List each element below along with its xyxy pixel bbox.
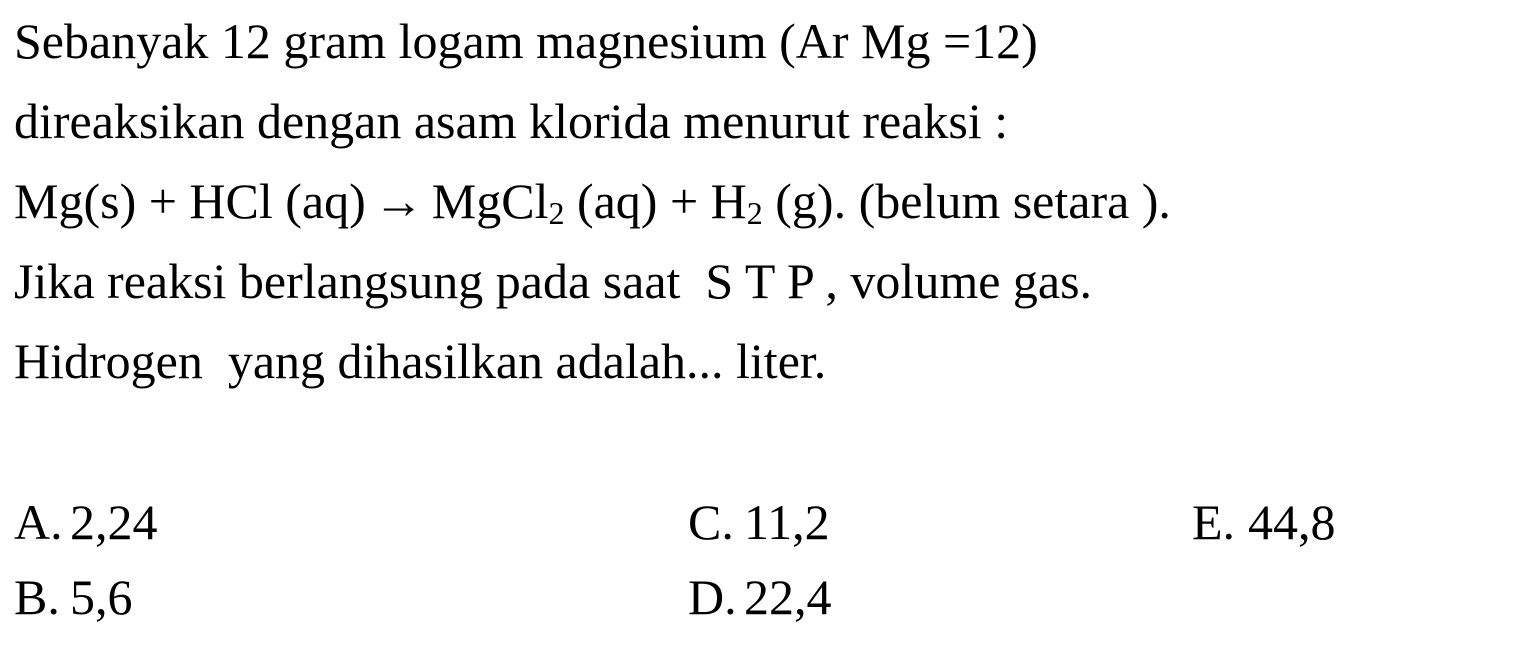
option-b[interactable] <box>14 569 133 625</box>
option-a[interactable] <box>14 494 158 550</box>
question-line-4: Jika reaksi berlangsung pada saat S T P , volume gas. <box>14 253 1093 309</box>
option-e[interactable] <box>1192 494 1336 550</box>
option-d-value: 22,4 <box>744 569 832 625</box>
option-d-letter: D. <box>688 569 737 625</box>
equation-subscript-h: 2 <box>746 195 763 231</box>
equation-tail: (g). (belum setara ). <box>762 173 1171 229</box>
option-c[interactable] <box>688 494 830 550</box>
equation-reactants: Mg(s) + HCl (aq) <box>14 173 366 229</box>
option-e-value: 44,8 <box>1248 494 1336 550</box>
option-a-value: 2,24 <box>70 494 158 550</box>
option-a-letter: A. <box>14 494 63 550</box>
equation-product-mgcl: MgCl <box>431 173 549 229</box>
question-line-5: Hidrogen yang dihasilkan adalah... liter. <box>14 333 827 389</box>
question-line-1: Sebanyak 12 gram logam magnesium (Ar Mg =12) <box>14 13 1038 69</box>
reaction-equation <box>14 173 1514 231</box>
option-c-letter: C. <box>688 494 734 550</box>
option-c-value: 11,2 <box>744 494 830 550</box>
question-text <box>14 13 1514 416</box>
equation-subscript-cl: 2 <box>548 195 565 231</box>
equation-product-h: (aq) + H <box>564 173 747 229</box>
option-d[interactable] <box>688 569 832 625</box>
question-line-2: direaksikan dengan asam klorida menurut reaksi : <box>14 93 1009 149</box>
option-b-value: 5,6 <box>70 569 133 625</box>
answer-options <box>14 494 1514 637</box>
option-e-letter: E. <box>1192 494 1236 550</box>
reaction-arrow-icon: → <box>373 173 424 229</box>
option-b-letter: B. <box>14 569 60 625</box>
